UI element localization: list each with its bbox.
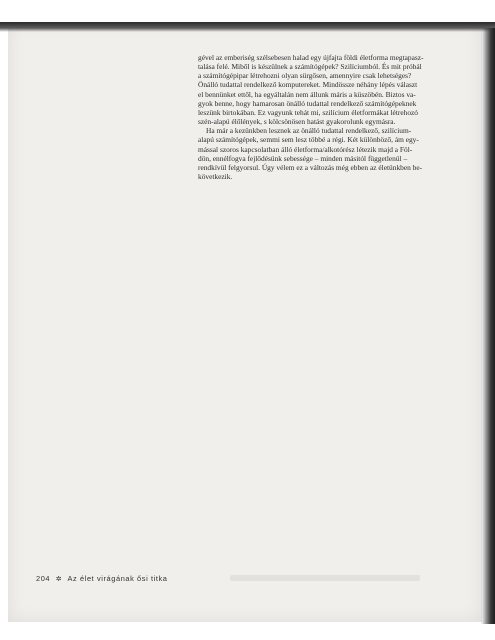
scan-top-shadow bbox=[0, 22, 495, 32]
text-line: mással szoros kapcsolatban álló életforma/alkotórész létezik majd a Föl- bbox=[198, 144, 413, 154]
page-number: 204 bbox=[36, 574, 51, 583]
page-footer bbox=[36, 574, 168, 583]
text-line: szén-alapú élőlények, s kölcsönösen hatást gyakorolunk egymásra. bbox=[198, 117, 396, 127]
text-line: Ha már a kezünkben lesznek az önálló tudattal rendelkező, szilícium- bbox=[206, 126, 412, 136]
flower-ornament-icon: ✲ bbox=[55, 576, 63, 583]
text-line: gyok benne, hogy hamarosan önálló tudattal rendelkező számítógépeknek bbox=[198, 98, 417, 108]
bleed-through-shadow bbox=[230, 575, 420, 581]
text-line: a számítógépipar létrehozni olyan sürgősen, amennyire csak lehetséges? bbox=[198, 71, 412, 81]
text-line: dön, ennélfogva fejlődésünk sebessége – minden másitól függetlenül – bbox=[198, 153, 408, 163]
text-line: gével az emberiség szélsebesen halad egy újfajta földi életforma megtapasz- bbox=[198, 53, 424, 62]
paragraph-2 bbox=[198, 126, 470, 181]
text-line: talása felé. Miből is készülnek a számítógépek? Szilíciumból. És mit próbál bbox=[198, 62, 422, 72]
text-line: Önálló tudattal rendelkező komputereket. Mindössze néhány lépés választ bbox=[198, 80, 418, 90]
scan-right-edge-shadow bbox=[481, 28, 495, 624]
paragraph-1 bbox=[198, 53, 470, 126]
text-line: rendkívül felgyorsul. Úgy vélem ez a változás még ebben az életünkben be- bbox=[198, 162, 423, 172]
text-line: leszünk birtokában. Ez vagyunk tehát mi, szilícium életformákat létrehozó bbox=[198, 107, 419, 117]
text-line: következik. bbox=[198, 172, 233, 182]
text-line: el bennünket ettől, ha egyáltalán nem állunk máris a küszöbén. Biztos va- bbox=[198, 89, 416, 99]
body-text bbox=[198, 53, 470, 181]
text-line: alapú számítógépek, semmi sem lesz többé a régi. Két különböző, ám egy- bbox=[198, 135, 419, 145]
book-title: Az élet virágának ősi titka bbox=[67, 574, 168, 583]
